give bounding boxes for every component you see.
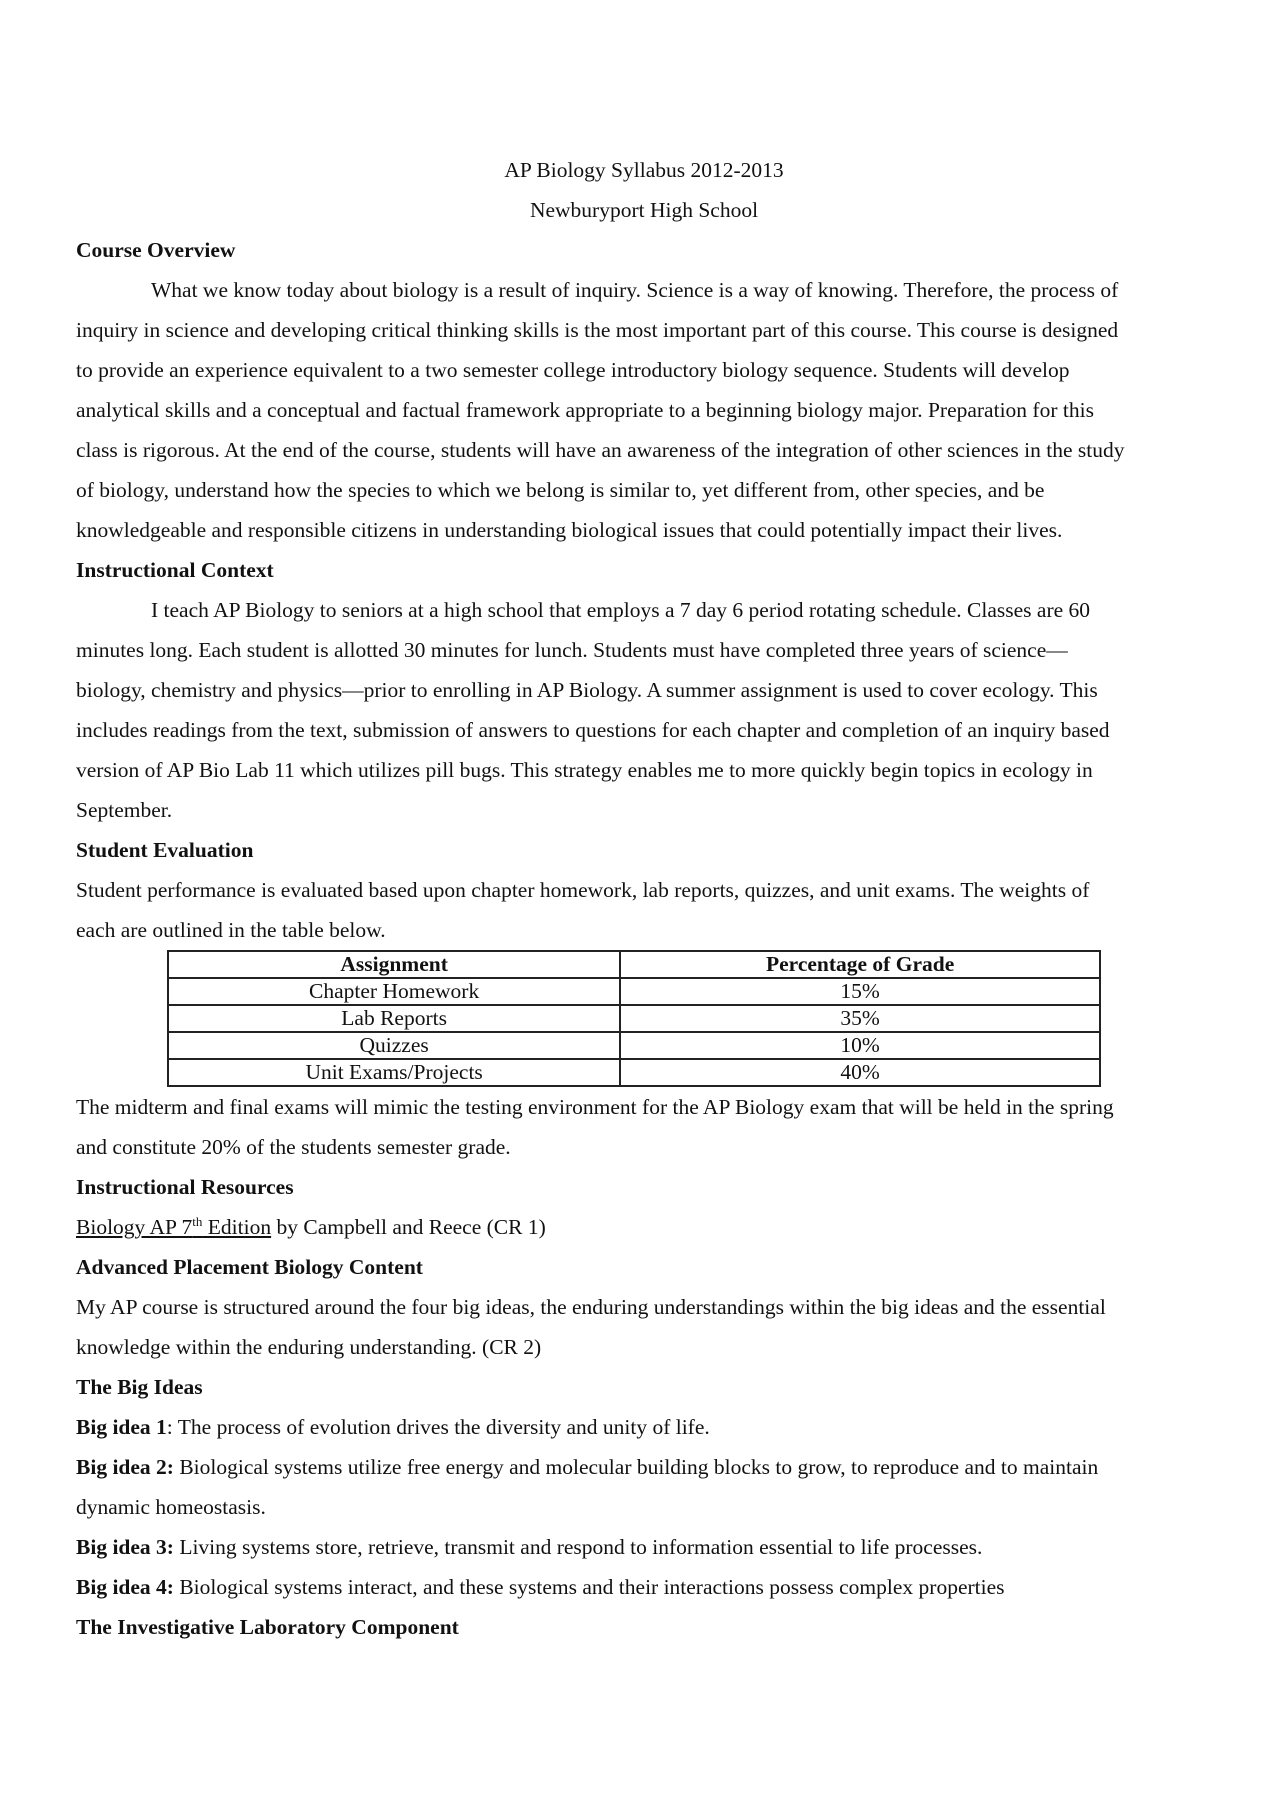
paragraph-line: to provide an experience equivalent to a two semester college introductory biology sequence. Students will develop: [76, 358, 1070, 382]
table-cell: Quizzes: [168, 1032, 620, 1059]
paragraph-line: and constitute 20% of the students semester grade.: [76, 1135, 511, 1159]
paragraph-line: inquiry in science and developing critical thinking skills is the most important part of this course. This course is designed: [76, 318, 1119, 342]
school-name: Newburyport High School: [529, 198, 759, 222]
big-idea-item: [76, 1447, 1212, 1487]
big-idea-label: Big idea 1: [76, 1415, 167, 1439]
document-title: AP Biology Syllabus 2012-2013: [504, 158, 784, 182]
paragraph-line: knowledge within the enduring understanding. (CR 2): [76, 1335, 542, 1359]
textbook-title-main: Biology AP 7: [76, 1215, 193, 1239]
big-idea-text: Biological systems utilize free energy and molecular building blocks to grow, to reproduce and to maintain: [179, 1455, 1099, 1479]
table-cell: Unit Exams/Projects: [168, 1059, 620, 1086]
paragraph-line: biology, chemistry and physics—prior to enrolling in AP Biology. A summer assignment is used to cover ecology. This: [76, 678, 1098, 702]
paragraph-line: each are outlined in the table below.: [76, 918, 386, 942]
paragraph-line: class is rigorous. At the end of the course, students will have an awareness of the integration of other sciences in the study: [76, 438, 1125, 462]
paragraph-line: September.: [76, 798, 173, 822]
paragraph-line: of biology, understand how the species to which we belong is similar to, yet different from, other species, and be: [76, 478, 1045, 502]
table-row: [168, 1032, 1100, 1059]
paragraph-line: My AP course is structured around the four big ideas, the enduring understandings within the big ideas and the essential: [76, 1295, 1106, 1319]
textbook-title-edition: Edition: [202, 1215, 272, 1239]
table-cell: Chapter Homework: [168, 978, 620, 1005]
textbook-authors: by Campbell and Reece (CR 1): [271, 1215, 546, 1239]
textbook-reference: [76, 1207, 1212, 1247]
big-idea-text: Living systems store, retrieve, transmit and respond to information essential to life processes.: [179, 1535, 983, 1559]
big-idea-item: [76, 1407, 1212, 1447]
textbook-title: [76, 1215, 271, 1239]
paragraph-line: minutes long. Each student is allotted 30 minutes for lunch. Students must have completed three years of science—: [76, 638, 1068, 662]
grade-weights-table: [167, 950, 1101, 1087]
paragraph-line: version of AP Bio Lab 11 which utilizes pill bugs. This strategy enables me to more quickly begin topics in ecology in: [76, 758, 1093, 782]
table-row: [168, 978, 1100, 1005]
big-idea-item: [76, 1527, 1212, 1567]
table-header-row: [168, 951, 1100, 978]
paragraph-line: What we know today about biology is a result of inquiry. Science is a way of knowing. Therefore, the process of: [151, 278, 1119, 302]
paragraph-line: analytical skills and a conceptual and factual framework appropriate to a beginning biology major. Preparation for this: [76, 398, 1094, 422]
big-idea-item: [76, 1567, 1212, 1607]
big-idea-separator: :: [166, 1415, 178, 1439]
big-idea-label: Big idea 3:: [76, 1535, 174, 1559]
section-heading-content: Advanced Placement Biology Content: [76, 1255, 423, 1279]
section-heading-big-ideas: The Big Ideas: [76, 1375, 203, 1399]
table-cell: 35%: [620, 1005, 1100, 1032]
paragraph-line: I teach AP Biology to seniors at a high school that employs a 7 day 6 period rotating schedule. Classes are 60: [151, 598, 1091, 622]
paragraph-line: knowledgeable and responsible citizens in understanding biological issues that could potentially impact their lives.: [76, 518, 1063, 542]
section-heading-instructional-context: Instructional Context: [76, 558, 274, 582]
column-header-assignment: Assignment: [168, 951, 620, 978]
big-idea-label: Big idea 2:: [76, 1455, 174, 1479]
document-page: [76, 150, 1212, 1647]
big-idea-label: Big idea 4:: [76, 1575, 174, 1599]
table-cell: 10%: [620, 1032, 1100, 1059]
table-cell: 40%: [620, 1059, 1100, 1086]
big-idea-continuation: dynamic homeostasis.: [76, 1495, 266, 1519]
section-heading-student-evaluation: Student Evaluation: [76, 838, 254, 862]
paragraph-line: includes readings from the text, submission of answers to questions for each chapter and completion of an inquiry based: [76, 718, 1110, 742]
table-cell: 15%: [620, 978, 1100, 1005]
textbook-edition-suffix: th: [192, 1213, 203, 1229]
section-heading-instructional-resources: Instructional Resources: [76, 1175, 294, 1199]
big-idea-text: The process of evolution drives the diversity and unity of life.: [177, 1415, 710, 1439]
column-header-percentage: Percentage of Grade: [620, 951, 1100, 978]
paragraph-line: Student performance is evaluated based upon chapter homework, lab reports, quizzes, and unit exams. The weights of: [76, 878, 1090, 902]
section-heading-course-overview: Course Overview: [76, 238, 236, 262]
table-row: [168, 1005, 1100, 1032]
paragraph-line: The midterm and final exams will mimic the testing environment for the AP Biology exam that will be held in the spring: [76, 1095, 1114, 1119]
table-cell: Lab Reports: [168, 1005, 620, 1032]
big-idea-text: Biological systems interact, and these systems and their interactions possess complex properties: [179, 1575, 1005, 1599]
table-row: [168, 1059, 1100, 1086]
section-heading-lab-component: The Investigative Laboratory Component: [76, 1615, 459, 1639]
